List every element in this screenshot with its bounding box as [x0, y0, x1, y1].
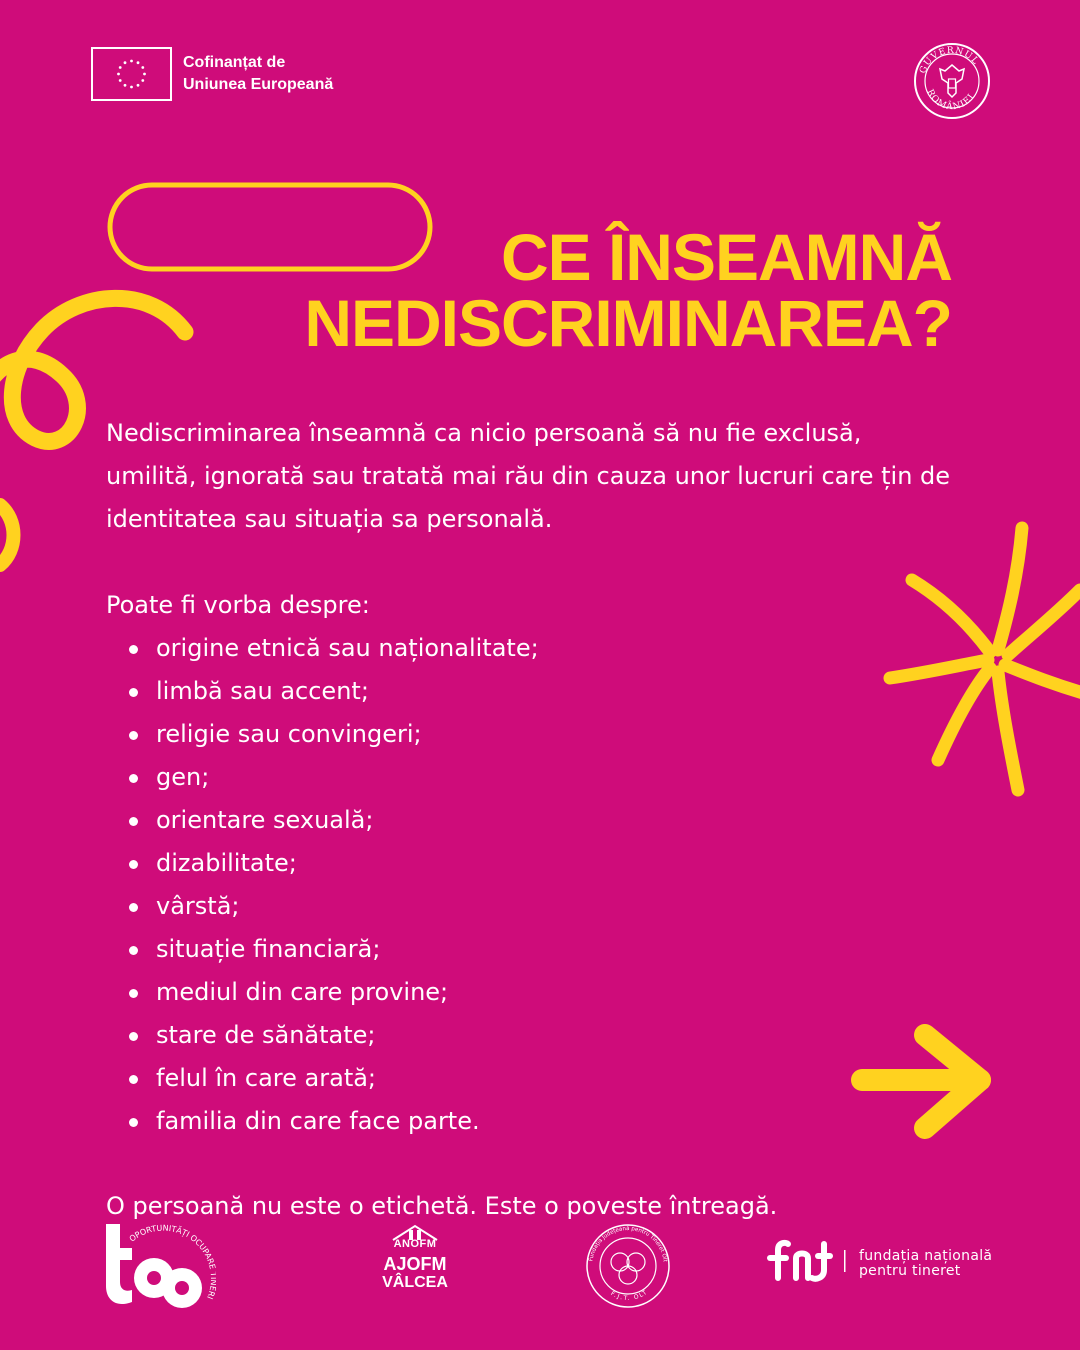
starburst-shape	[890, 528, 1080, 790]
list-item: religie sau convingeri;	[127, 713, 539, 756]
intro-line-1: Nediscriminarea înseamnă ca nicio persoană să nu fie exclusă,	[106, 419, 862, 447]
eu-cofinancing-text	[183, 52, 333, 96]
fjt-olt-logo	[584, 1222, 672, 1310]
fnt-line-2: pentru tineret	[859, 1263, 961, 1279]
edge-arc-shape	[0, 505, 14, 565]
list-item: mediul din care provine;	[127, 971, 539, 1014]
eu-line-2: Uniunea Europeană	[183, 76, 334, 93]
title-line-1: CE ÎNSEAMNĂ	[500, 220, 952, 294]
list-item: gen;	[127, 756, 539, 799]
list-item: orientare sexuală;	[127, 799, 539, 842]
svg-text:GUVERNUL: GUVERNUL	[918, 45, 981, 76]
government-seal-icon	[912, 41, 992, 121]
fnt-text	[859, 1249, 992, 1279]
ajofm-name: AJOFM	[383, 1254, 447, 1274]
too-logo	[96, 1220, 216, 1320]
criteria-list	[127, 627, 539, 1143]
list-heading: Poate fi vorba despre:	[106, 591, 370, 619]
ajofm-anofm-label: ANOFM	[393, 1238, 437, 1250]
fnt-logo	[764, 1236, 1004, 1286]
svg-text:ROMÂNIEI: ROMÂNIEI	[924, 88, 978, 113]
list-item: situație financiară;	[127, 928, 539, 971]
intro-paragraph	[106, 412, 1006, 541]
fjt-arc-text: Fundația Județeană pentru Tineret Olt	[588, 1225, 668, 1263]
page-title	[304, 220, 952, 360]
fnt-line-1: fundația națională	[859, 1248, 993, 1264]
title-line-2: NEDISCRIMINAREA?	[304, 286, 952, 360]
too-arc-text: OPORTUNITĂȚI OCUPAR RI	[127, 1223, 216, 1301]
eu-line-1: Cofinanțat de	[183, 54, 286, 71]
eu-stars-icon	[117, 60, 146, 89]
list-item: stare de sănătate;	[127, 1014, 539, 1057]
list-item: familia din care face parte.	[127, 1100, 539, 1143]
fjt-bottom-text: F.J.T. OLT	[609, 1288, 650, 1303]
closing-statement: O persoană nu este o etichetă. Este o poveste întreagă.	[106, 1192, 778, 1220]
list-item: origine etnică sau naționalitate;	[127, 627, 539, 670]
ajofm-logo	[370, 1222, 460, 1302]
ajofm-place: VÂLCEA	[382, 1274, 448, 1291]
arrow-shape	[862, 1035, 980, 1128]
list-item: felul în care arată;	[127, 1057, 539, 1100]
intro-line-3: identitatea sau situația sa personală.	[106, 505, 553, 533]
list-item: limbă sau accent;	[127, 670, 539, 713]
list-item: vârstă;	[127, 885, 539, 928]
list-item: dizabilitate;	[127, 842, 539, 885]
intro-line-2: umilită, ignorată sau tratată mai rău din cauza unor lucruri care țin de	[106, 462, 951, 490]
fnt-mark-icon	[764, 1236, 854, 1286]
eu-flag-icon	[91, 47, 172, 101]
